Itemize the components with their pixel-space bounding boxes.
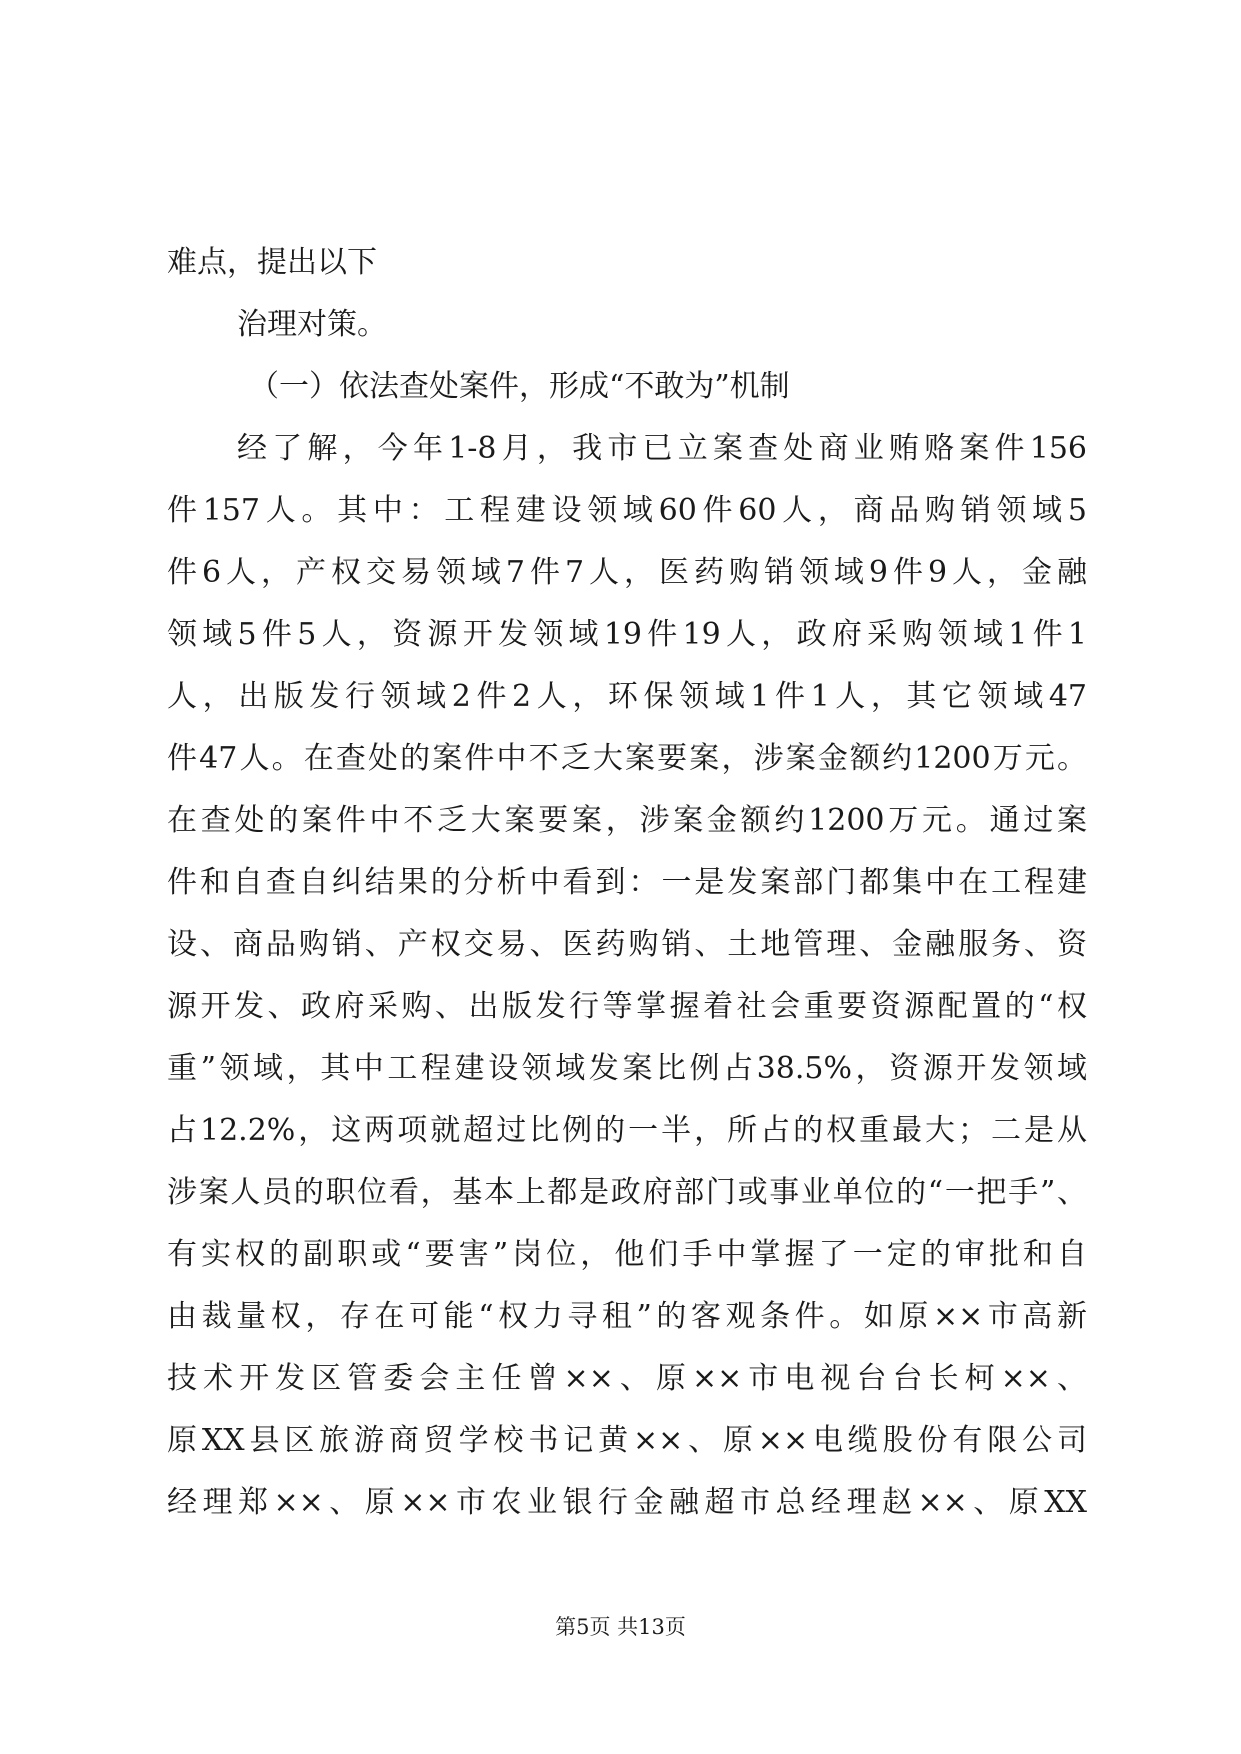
text-line: 治理对策。: [237, 307, 387, 342]
text-line: 在查处的案件中不乏大案要案，涉案金额约1200万元。通过案: [167, 803, 1087, 838]
text-line: 件6人，产权交易领域7件7人，医药购销领域9件9人，金融: [167, 555, 1087, 590]
text-line: 占12.2%，这两项就超过比例的一半，所占的权重最大；二是从: [167, 1113, 1087, 1148]
body-text: [167, 232, 1087, 1534]
text-line: 难点，提出以下: [167, 245, 377, 280]
text-line: 原XX县区旅游商贸学校书记黄××、原××电缆股份有限公司: [167, 1423, 1087, 1458]
text-line: 涉案人员的职位看，基本上都是政府部门或事业单位的“一把手”、: [167, 1175, 1087, 1210]
text-line: 源开发、政府采购、出版发行等掌握着社会重要资源配置的“权: [167, 989, 1087, 1024]
page-footer: [0, 1612, 1241, 1642]
text-line: 经了解，今年1-8月，我市已立案查处商业贿赂案件156: [237, 431, 1087, 466]
text-line: 人，出版发行领域2件2人，环保领域1件1人，其它领域47: [167, 679, 1087, 714]
text-line: 件和自查自纠结果的分析中看到：一是发案部门都集中在工程建: [167, 865, 1087, 900]
text-line: 经理郑××、原××市农业银行金融超市总经理赵××、原XX: [167, 1485, 1087, 1520]
text-line: 由裁量权，存在可能“权力寻租”的客观条件。如原××市高新: [167, 1299, 1087, 1334]
text-line: 设、商品购销、产权交易、医药购销、土地管理、金融服务、资: [167, 927, 1087, 962]
text-line: 件157人。其中：工程建设领域60件60人，商品购销领域5: [167, 493, 1087, 528]
section-heading: （一）依法查处案件，形成“不敢为”机制: [249, 369, 790, 404]
page-number: 第5页 共13页: [555, 1615, 686, 1639]
text-line: 技术开发区管委会主任曾××、原××市电视台台长柯××、: [167, 1361, 1087, 1396]
text-line: 件47人。在查处的案件中不乏大案要案，涉案金额约1200万元。: [167, 741, 1087, 776]
text-line: 有实权的副职或“要害”岗位，他们手中掌握了一定的审批和自: [167, 1237, 1087, 1272]
text-line: 领域5件5人，资源开发领域19件19人，政府采购领域1件1: [167, 617, 1087, 652]
text-line: 重”领域，其中工程建设领域发案比例占38.5%，资源开发领域: [167, 1051, 1087, 1086]
